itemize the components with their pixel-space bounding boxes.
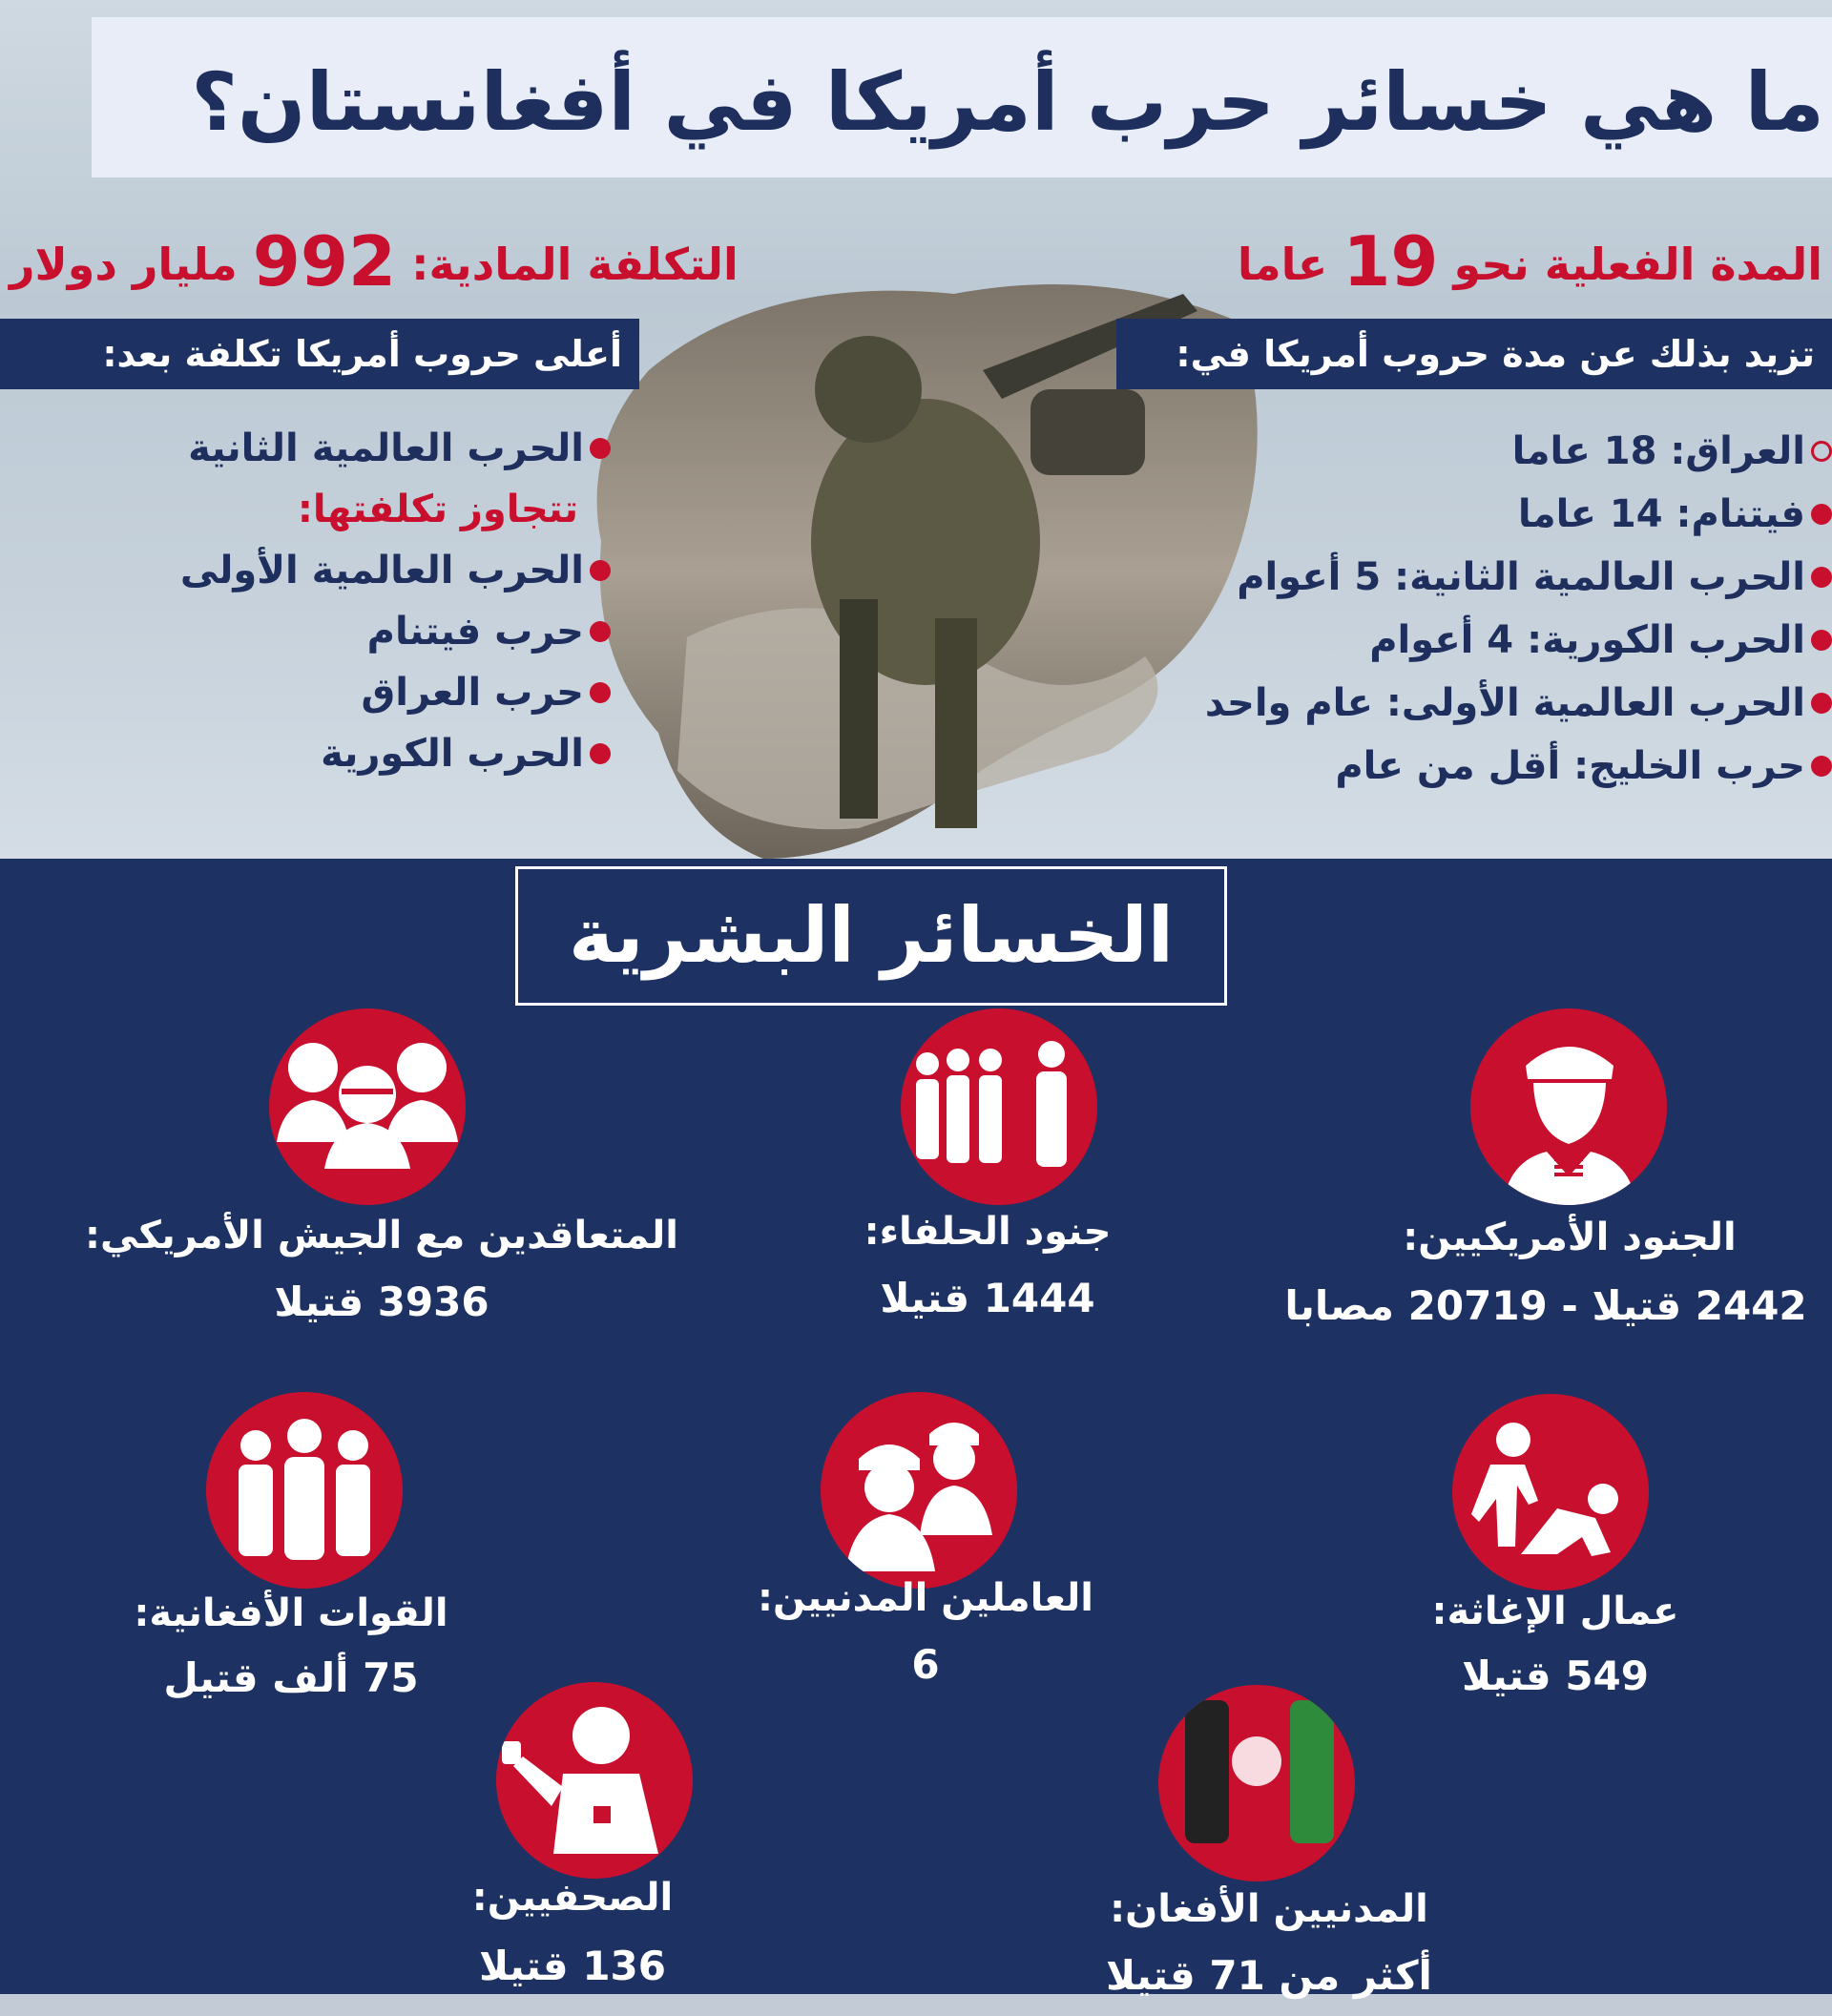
bullet-icon bbox=[590, 682, 611, 703]
stat-label-allies: جنود الحلفاء: bbox=[864, 1210, 1112, 1254]
stat-value-civil-workers: 6 bbox=[911, 1641, 940, 1688]
title-banner bbox=[92, 17, 1832, 177]
list-item-text: العراق: 18 عاما bbox=[1511, 429, 1805, 473]
stat-label-civil-workers: العاملين المدنيين: bbox=[758, 1576, 1093, 1620]
list-item bbox=[180, 540, 611, 601]
duration-headline bbox=[1238, 221, 1822, 301]
list-item bbox=[180, 723, 611, 784]
list-item bbox=[1205, 546, 1832, 609]
list-item-text: حرب فيتنام bbox=[366, 610, 584, 654]
list-item bbox=[1205, 672, 1832, 735]
duration-prefix: المدة الفعلية نحو bbox=[1453, 239, 1822, 290]
bullet-icon bbox=[1811, 567, 1832, 588]
section-title-box bbox=[515, 866, 1227, 1006]
page-title: ما هي خسائر حرب أمريكا في أفغانستان؟ bbox=[191, 55, 1824, 149]
stat-label-aid-workers: عمال الإغاثة: bbox=[1431, 1590, 1679, 1633]
bullet-icon bbox=[590, 621, 611, 642]
cost-number: 992 bbox=[252, 221, 397, 301]
workers-icon bbox=[821, 1392, 1017, 1589]
bullet-icon bbox=[1811, 756, 1832, 777]
list-item bbox=[1205, 735, 1832, 798]
bullet-icon bbox=[590, 560, 611, 581]
journalist-icon bbox=[496, 1682, 693, 1879]
stat-label-journalists: الصحفيين: bbox=[471, 1876, 674, 1920]
list-item-text: حرب العراق bbox=[361, 671, 584, 715]
bullet-icon bbox=[1811, 693, 1832, 714]
list-item bbox=[180, 662, 611, 723]
list-item-text: الحرب الكورية: 4 أعوام bbox=[1369, 618, 1805, 662]
cost-band: أعلى حروب أمريكا تكلفة بعد: bbox=[0, 319, 639, 389]
stat-value-afghan-forces: 75 ألف قتيل bbox=[163, 1654, 419, 1701]
bullet-icon bbox=[1811, 630, 1832, 651]
stat-label-us-soldiers: الجنود الأمريكيين: bbox=[1403, 1216, 1737, 1259]
cost-suffix: مليار دولار bbox=[10, 239, 238, 290]
bullet-icon bbox=[1811, 504, 1832, 525]
duration-band: تزيد بذلك عن مدة حروب أمريكا في: bbox=[1116, 319, 1832, 389]
cost-subheading: تتجاوز تكلفتها: bbox=[297, 488, 578, 531]
list-item bbox=[1205, 609, 1832, 672]
afghan-flag-people-icon bbox=[1158, 1685, 1355, 1881]
duration-suffix: عاما bbox=[1237, 239, 1328, 290]
list-item bbox=[1205, 483, 1832, 546]
soldier-icon bbox=[1470, 1008, 1667, 1205]
stat-value-afghan-civilians: أكثر من 71 قتيلا bbox=[1106, 1952, 1432, 1999]
stat-value-contractors: 3936 قتيلا bbox=[274, 1278, 489, 1325]
footer-strip bbox=[0, 1994, 1832, 2016]
duration-number: 19 bbox=[1343, 221, 1439, 301]
helmeted-group-icon bbox=[269, 1008, 466, 1205]
stat-value-allies: 1444 قتيلا bbox=[880, 1275, 1095, 1321]
list-item bbox=[1205, 420, 1832, 483]
stat-value-journalists: 136 قتيلا bbox=[479, 1943, 666, 1989]
aid-worker-icon bbox=[1452, 1394, 1649, 1590]
bullet-icon bbox=[1811, 441, 1832, 462]
list-item bbox=[180, 418, 611, 479]
duration-list bbox=[1205, 420, 1832, 798]
stat-label-afghan-civilians: المدنيين الأفغان: bbox=[1110, 1887, 1428, 1931]
list-item-text: الحرب العالمية الثانية: 5 أعوام bbox=[1237, 555, 1805, 599]
bullet-icon bbox=[590, 438, 611, 459]
cost-prefix: التكلفة المادية: bbox=[411, 239, 739, 290]
list-item-text: حرب الخليج: أقل من عام bbox=[1335, 744, 1805, 788]
bullet-icon bbox=[590, 743, 611, 764]
list-item-text: الحرب العالمية الثانية bbox=[188, 426, 584, 470]
list-item-text: الحرب العالمية الأولى: عام واحد bbox=[1204, 681, 1805, 725]
cost-headline bbox=[10, 221, 739, 301]
stat-value-aid-workers: 549 قتيلا bbox=[1462, 1652, 1649, 1699]
stat-label-contractors: المتعاقدين مع الجيش الأمريكي: bbox=[85, 1214, 678, 1257]
stat-value-us-soldiers: 2442 قتيلا - 20719 مصابا bbox=[1284, 1282, 1807, 1329]
list-item-text: فيتنام: 14 عاما bbox=[1517, 492, 1805, 536]
list-item-text: الحرب الكورية bbox=[321, 732, 584, 776]
list-item bbox=[180, 601, 611, 662]
list-item-text: الحرب العالمية الأولى bbox=[179, 549, 584, 592]
section-title: الخسائر البشرية bbox=[568, 891, 1175, 980]
crowd-icon bbox=[206, 1392, 403, 1589]
stat-label-afghan-forces: القوات الأفغانية: bbox=[134, 1591, 448, 1635]
soldiers-group-icon bbox=[901, 1008, 1097, 1205]
cost-list bbox=[180, 418, 611, 784]
